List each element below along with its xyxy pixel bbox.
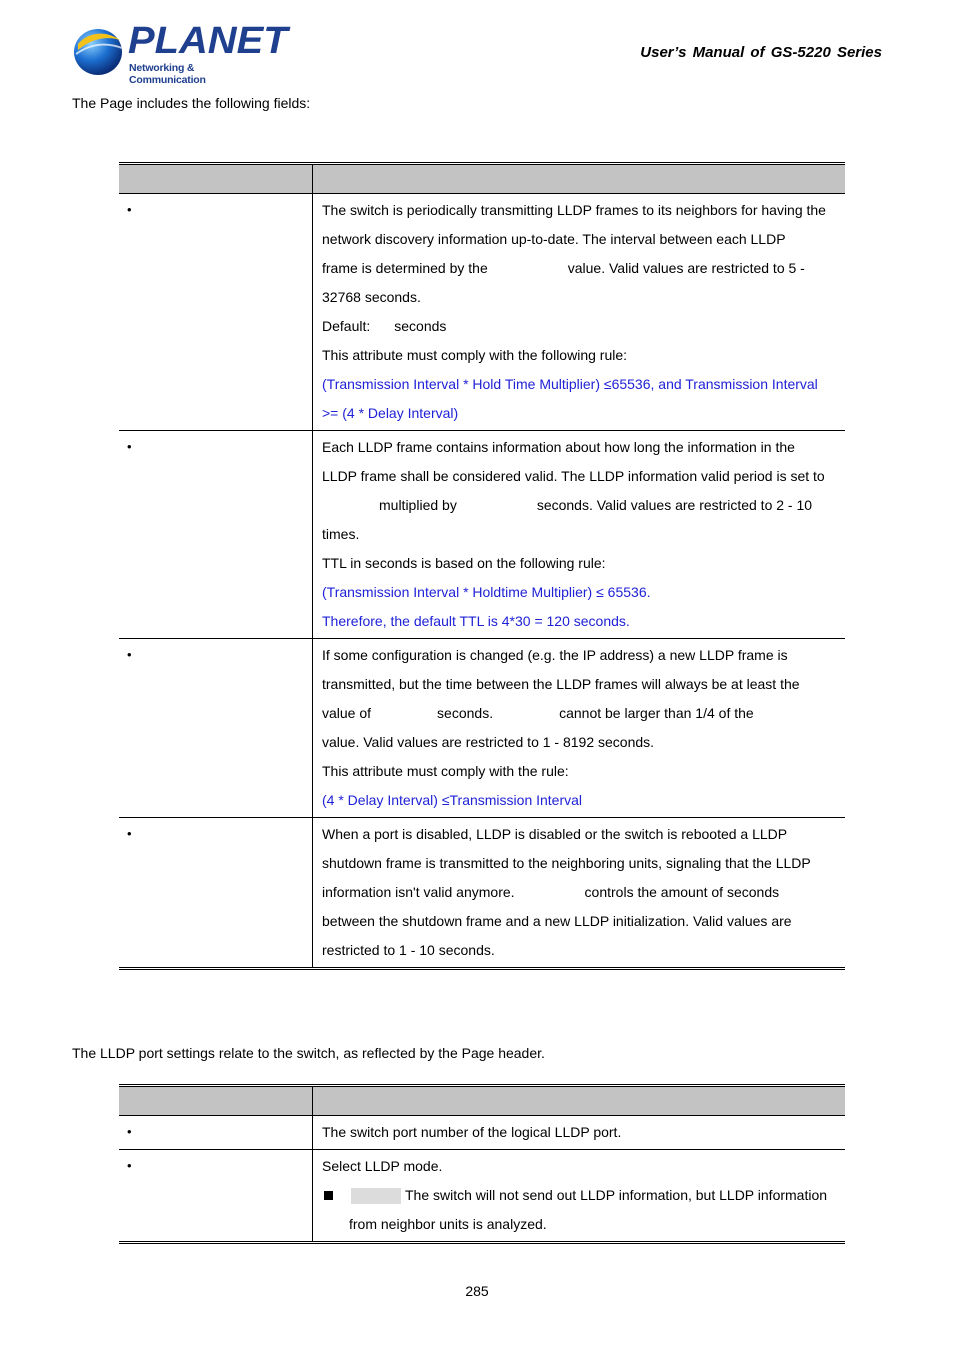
description-line bbox=[322, 820, 837, 849]
object-cell bbox=[119, 1150, 313, 1243]
description-line bbox=[322, 196, 837, 225]
table-row bbox=[119, 1116, 845, 1150]
text-fragment: Therefore, the default TTL is 4*30 = 120 seconds. bbox=[322, 613, 630, 629]
bullet-point: • bbox=[127, 202, 132, 217]
bullet-point: • bbox=[127, 647, 132, 662]
text-fragment: between the shutdown frame and a new LLDP initialization. Valid values are bbox=[322, 913, 792, 929]
description-line bbox=[322, 399, 837, 428]
description-line bbox=[322, 462, 837, 491]
table-row bbox=[119, 194, 845, 431]
text-fragment: cannot be larger than 1/4 of the bbox=[559, 705, 754, 721]
description-line bbox=[322, 312, 837, 341]
manual-title: User’s Manual of GS-5220 Series bbox=[640, 44, 882, 61]
description-line bbox=[322, 757, 837, 786]
text-fragment: LLDP frame shall be considered valid. The LLDP information valid period is set to bbox=[322, 468, 825, 484]
description-line bbox=[322, 878, 837, 907]
description-line bbox=[322, 1210, 837, 1239]
description-line bbox=[322, 491, 837, 520]
text-fragment: The switch is periodically transmitting LLDP frames to its neighbors for having the bbox=[322, 202, 826, 218]
bullet-point: • bbox=[127, 826, 132, 841]
table-row bbox=[119, 431, 845, 639]
bullet-point: • bbox=[127, 439, 132, 454]
text-fragment: The switch will not send out LLDP information, but LLDP information bbox=[405, 1187, 828, 1203]
description-line bbox=[322, 370, 837, 399]
text-fragment: (Transmission Interval * Holdtime Multiplier) ≤ 65536. bbox=[322, 584, 651, 600]
description-line bbox=[322, 1181, 837, 1210]
text-fragment: value. Valid values are restricted to 5 - bbox=[567, 260, 805, 276]
text-fragment: value. Valid values are restricted to 1 - 8192 seconds. bbox=[322, 734, 655, 750]
description-line bbox=[322, 936, 837, 965]
header-cell-object bbox=[119, 1086, 313, 1116]
description-line bbox=[322, 549, 837, 578]
text-fragment: 32768 seconds. bbox=[322, 289, 421, 305]
table-row bbox=[119, 1150, 845, 1243]
text-fragment: If some configuration is changed (e.g. the IP address) a new LLDP frame is bbox=[322, 647, 788, 663]
description-line bbox=[322, 283, 837, 312]
intro-text-2: The LLDP port settings relate to the switch, as reflected by the Page header. bbox=[72, 1045, 545, 1061]
description-line bbox=[322, 607, 837, 636]
description-line bbox=[322, 849, 837, 878]
bullet-point: • bbox=[127, 1124, 132, 1139]
object-cell bbox=[119, 431, 313, 639]
port-settings-table bbox=[119, 1084, 845, 1244]
table-row bbox=[119, 639, 845, 818]
text-fragment: information isn't valid anymore. bbox=[322, 884, 515, 900]
header-cell-object bbox=[119, 164, 313, 194]
text-fragment: value of bbox=[322, 705, 372, 721]
description-line bbox=[322, 1118, 837, 1147]
globe-logo-icon bbox=[72, 24, 124, 76]
text-fragment: This attribute must comply with the rule: bbox=[322, 763, 569, 779]
intro-text-1: The Page includes the following fields: bbox=[72, 95, 311, 111]
text-fragment: This attribute must comply with the following rule: bbox=[322, 347, 628, 363]
description-line bbox=[322, 699, 837, 728]
text-fragment: The switch port number of the logical LLDP port. bbox=[322, 1124, 622, 1140]
description-line bbox=[322, 786, 837, 815]
object-cell bbox=[119, 1116, 313, 1150]
object-cell bbox=[119, 194, 313, 431]
description-line bbox=[322, 341, 837, 370]
description-line bbox=[322, 433, 837, 462]
text-fragment: restricted to 1 - 10 seconds. bbox=[322, 942, 495, 958]
header-cell-description bbox=[313, 1086, 846, 1116]
text-fragment: shutdown frame is transmitted to the neighboring units, signaling that the LLDP bbox=[322, 855, 811, 871]
bullet-point: • bbox=[127, 1158, 132, 1173]
description-line bbox=[322, 578, 837, 607]
text-fragment: seconds. bbox=[437, 705, 494, 721]
planet-logo bbox=[72, 20, 288, 86]
description-line bbox=[322, 1152, 837, 1181]
table-row bbox=[119, 818, 845, 969]
description-cell bbox=[313, 1116, 846, 1150]
mode-label-box bbox=[351, 1188, 401, 1204]
text-fragment: TTL in seconds is based on the following rule: bbox=[322, 555, 606, 571]
text-fragment: seconds. Valid values are restricted to 2 - 10 bbox=[536, 497, 813, 513]
text-fragment: (4 * Delay Interval) ≤Transmission Interval bbox=[322, 792, 583, 808]
settings-table bbox=[119, 162, 845, 970]
description-line bbox=[322, 254, 837, 283]
text-fragment: Each LLDP frame contains information about how long the information in the bbox=[322, 439, 795, 455]
logo-subtitle: Networking & Communication bbox=[129, 62, 206, 86]
text-fragment: (Transmission Interval * Hold Time Multiplier) ≤65536, and Transmission Interval bbox=[322, 376, 818, 392]
logo-wordmark: PLANET bbox=[128, 20, 288, 62]
description-cell bbox=[313, 194, 846, 431]
text-fragment: multiplied by bbox=[379, 497, 457, 513]
object-cell bbox=[119, 818, 313, 969]
text-fragment: frame is determined by the bbox=[322, 260, 488, 276]
description-line bbox=[322, 641, 837, 670]
text-fragment: transmitted, but the time between the LLDP frames will always be at least the bbox=[322, 676, 800, 692]
description-line bbox=[322, 225, 837, 254]
text-fragment: network discovery information up-to-date. The interval between each LLDP bbox=[322, 231, 786, 247]
description-line bbox=[322, 907, 837, 936]
description-cell bbox=[313, 818, 846, 969]
table-header-row bbox=[119, 164, 845, 194]
text-fragment: >= (4 * Delay Interval) bbox=[322, 405, 459, 421]
text-fragment: times. bbox=[322, 526, 360, 542]
square-bullet-icon bbox=[324, 1191, 333, 1200]
text-fragment: controls the amount of seconds bbox=[584, 884, 780, 900]
header-cell-description bbox=[313, 164, 846, 194]
text-fragment: from neighbor units is analyzed. bbox=[349, 1216, 547, 1232]
description-cell bbox=[313, 639, 846, 818]
text-fragment: Select LLDP mode. bbox=[322, 1158, 443, 1174]
description-line bbox=[322, 520, 837, 549]
page-number: 285 bbox=[465, 1283, 489, 1299]
description-line bbox=[322, 670, 837, 699]
description-cell bbox=[313, 431, 846, 639]
text-fragment: Default: bbox=[322, 318, 371, 334]
description-line bbox=[322, 728, 837, 757]
description-cell bbox=[313, 1150, 846, 1243]
table-header-row bbox=[119, 1086, 845, 1116]
text-fragment: seconds bbox=[394, 318, 447, 334]
object-cell bbox=[119, 639, 313, 818]
text-fragment: When a port is disabled, LLDP is disabled or the switch is rebooted a LLDP bbox=[322, 826, 788, 842]
